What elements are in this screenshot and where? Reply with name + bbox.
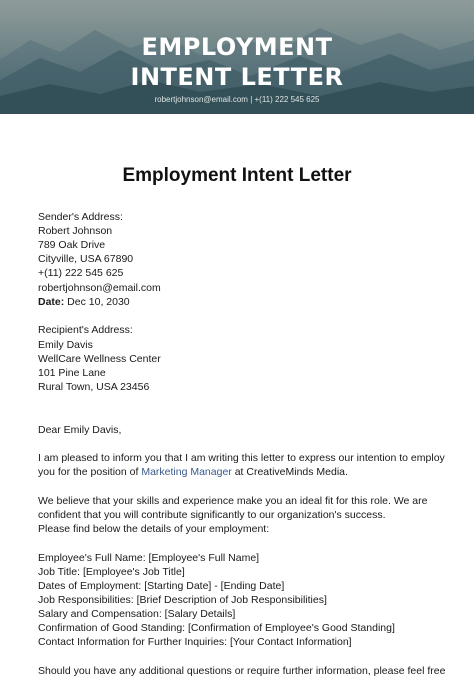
salutation: Dear Emily Davis, [38, 424, 122, 436]
detail-item: Job Responsibilities: [Brief Description of Job Responsibilities] [38, 594, 327, 606]
para1-line2-before: you for the position of [38, 466, 142, 478]
banner-title-line2: INTENT LETTER [130, 63, 344, 91]
date-value: Dec 10, 2030 [64, 296, 130, 308]
document-title: Employment Intent Letter [122, 165, 352, 186]
recipient-company: WellCare Wellness Center [38, 353, 161, 365]
banner-title-line1: EMPLOYMENT [141, 33, 333, 61]
para1-line2 [38, 465, 348, 479]
header-banner [0, 0, 474, 114]
para2-line2: confident that you will contribute significantly to our organization's success. [38, 509, 386, 521]
detail-item: Salary and Compensation: [Salary Details] [38, 608, 236, 620]
sender-street: 789 Oak Drive [38, 239, 106, 251]
sender-phone: +(11) 222 545 625 [38, 267, 124, 279]
para1-line1: I am pleased to inform you that I am writing this letter to express our intention to employ [38, 452, 445, 464]
position-highlight: Marketing Manager [141, 466, 232, 478]
recipient-name: Emily Davis [38, 339, 93, 351]
para2-line1: We believe that your skills and experience make you an ideal fit for this role. We are [38, 495, 428, 507]
date-line [38, 295, 130, 309]
detail-item: Dates of Employment: [Starting Date] - [Ending Date] [38, 580, 285, 592]
banner-contact: robertjohnson@email.com | +(11) 222 545 625 [154, 95, 320, 104]
recipient-city: Rural Town, USA 23456 [38, 381, 150, 393]
sender-email: robertjohnson@email.com [38, 282, 161, 294]
recipient-heading: Recipient's Address: [38, 324, 133, 336]
detail-item: Employee's Full Name: [Employee's Full Name] [38, 552, 260, 564]
date-label: Date: [38, 296, 65, 308]
detail-item: Job Title: [Employee's Job Title] [38, 566, 185, 578]
para3-partial: Should you have any additional questions or require further information, please feel free [38, 665, 446, 677]
recipient-street: 101 Pine Lane [38, 367, 106, 379]
sender-heading: Sender's Address: [38, 211, 123, 223]
para1-line2-after: at CreativeMinds Media. [231, 466, 348, 478]
detail-item: Contact Information for Further Inquiries: [Your Contact Information] [38, 636, 352, 648]
para2-line3: Please find below the details of your employment: [38, 523, 270, 535]
sender-city: Cityville, USA 67890 [38, 253, 134, 265]
sender-name: Robert Johnson [38, 225, 113, 237]
detail-item: Confirmation of Good Standing: [Confirmation of Employee's Good Standing] [38, 622, 395, 634]
